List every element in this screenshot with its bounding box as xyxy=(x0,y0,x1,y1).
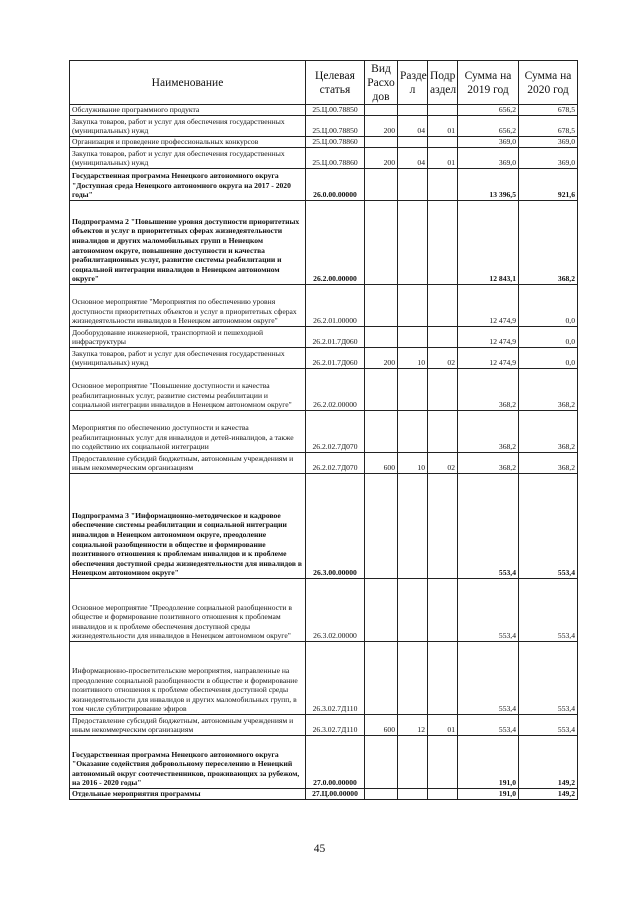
table-row xyxy=(70,348,578,369)
row-sum-2020: 368,2 xyxy=(519,369,578,411)
row-section: 10 xyxy=(398,348,428,369)
page-number: 45 xyxy=(313,843,326,855)
row-expense-type: 200 xyxy=(365,116,398,137)
row-subsection xyxy=(428,369,458,411)
row-sum-2019: 368,2 xyxy=(458,411,519,453)
row-sum-2020: 553,4 xyxy=(519,715,578,736)
row-expense-type xyxy=(365,327,398,348)
row-name: Обслуживание программного продукта xyxy=(70,105,306,116)
row-sum-2019: 191,0 xyxy=(458,736,519,789)
header-sum-2019: Сумма на 2019 год xyxy=(458,61,519,105)
table-row xyxy=(70,148,578,169)
row-expense-type xyxy=(365,474,398,579)
row-target-code: 26.2.02.7Д070 xyxy=(306,411,365,453)
header-subsection: Подр аздел xyxy=(428,61,458,105)
row-subsection: 01 xyxy=(428,148,458,169)
row-sum-2019: 369,0 xyxy=(458,137,519,148)
row-name: Предоставление субсидий бюджетным, автономным учреждениям и иным некоммерческим организациям xyxy=(70,453,306,474)
row-sum-2019: 553,4 xyxy=(458,642,519,715)
table-row xyxy=(70,715,578,736)
row-subsection xyxy=(428,642,458,715)
row-expense-type xyxy=(365,201,398,285)
row-name: Закупка товаров, работ и услуг для обеспечения государственных (муниципальных) нужд xyxy=(70,116,306,137)
row-target-code: 27.Ц.00.00000 xyxy=(306,789,365,800)
table-row xyxy=(70,579,578,642)
row-section xyxy=(398,285,428,327)
row-name: Предоставление субсидий бюджетным, автономным учреждениям и иным некоммерческим организациям xyxy=(70,715,306,736)
row-section xyxy=(398,411,428,453)
row-sum-2019: 368,2 xyxy=(458,453,519,474)
row-sum-2019: 656,2 xyxy=(458,105,519,116)
table-row xyxy=(70,369,578,411)
table-row xyxy=(70,411,578,453)
row-subsection xyxy=(428,789,458,800)
row-target-code: 26.0.00.00000 xyxy=(306,169,365,201)
row-subsection xyxy=(428,474,458,579)
row-target-code: 26.3.02.00000 xyxy=(306,579,365,642)
row-sum-2020: 368,2 xyxy=(519,453,578,474)
row-expense-type xyxy=(365,411,398,453)
row-name: Закупка товаров, работ и услуг для обеспечения государственных (муниципальных) нужд xyxy=(70,148,306,169)
row-section xyxy=(398,789,428,800)
row-target-code: 25.Ц.00.78850 xyxy=(306,105,365,116)
row-name: Подпрограмма 2 "Повышение уровня доступности приоритетных объектов и услуг в приоритетных сферах жизнедеятельности инвалидов и других маломобильных групп в Ненецком автономном округе, повышение доступности и качества реабилитационных услуг, развитие системы реабилитации и социальной интеграции инвалидов в Ненецком автономном округе" xyxy=(70,201,306,285)
row-subsection: 02 xyxy=(428,453,458,474)
row-expense-type xyxy=(365,789,398,800)
row-expense-type xyxy=(365,579,398,642)
table-header-row xyxy=(70,61,578,105)
budget-table xyxy=(69,60,578,800)
row-sum-2020: 149,2 xyxy=(519,736,578,789)
row-subsection xyxy=(428,579,458,642)
row-name: Информационно-просветительские мероприятия, направленные на преодоление социальной разобщенности в обществе и формирование позитивного отношения к проблеме обеспечения доступной среды жизнедеятельности для инвалидов и других маломобильных групп, в том числе субтитрирование эфиров xyxy=(70,642,306,715)
table-row xyxy=(70,169,578,201)
row-subsection xyxy=(428,137,458,148)
row-name: Закупка товаров, работ и услуг для обеспечения государственных (муниципальных) нужд xyxy=(70,348,306,369)
header-name: Наименование xyxy=(70,61,306,105)
row-sum-2019: 13 396,5 xyxy=(458,169,519,201)
row-expense-type: 600 xyxy=(365,453,398,474)
row-subsection xyxy=(428,736,458,789)
row-section xyxy=(398,474,428,579)
row-sum-2020: 678,5 xyxy=(519,105,578,116)
row-expense-type xyxy=(365,285,398,327)
row-name: Основное мероприятие "Повышение доступности и качества реабилитационных услуг, развитие системы реабилитации и социальной интеграции инвалидов в Ненецком автономном округе" xyxy=(70,369,306,411)
row-target-code: 25.Ц.00.78860 xyxy=(306,137,365,148)
row-target-code: 26.3.02.7Д110 xyxy=(306,715,365,736)
row-name: Основное мероприятие "Мероприятия по обеспечению уровня доступности приоритетных объектов и услуг в приоритетных сферах жизнедеятельности инвалидов в Ненецком автономном округе" xyxy=(70,285,306,327)
row-expense-type xyxy=(365,169,398,201)
header-sum-2020: Сумма на 2020 год xyxy=(519,61,578,105)
table-row xyxy=(70,789,578,800)
row-sum-2020: 553,4 xyxy=(519,642,578,715)
header-target: Целевая статья xyxy=(306,61,365,105)
row-expense-type xyxy=(365,642,398,715)
row-expense-type: 200 xyxy=(365,348,398,369)
row-subsection: 01 xyxy=(428,116,458,137)
row-sum-2020: 553,4 xyxy=(519,579,578,642)
row-target-code: 26.2.02.7Д070 xyxy=(306,453,365,474)
row-section xyxy=(398,369,428,411)
row-sum-2019: 553,4 xyxy=(458,474,519,579)
row-expense-type xyxy=(365,369,398,411)
row-expense-type xyxy=(365,137,398,148)
row-sum-2019: 553,4 xyxy=(458,715,519,736)
row-name: Государственная программа Ненецкого автономного округа "Доступная среда Ненецкого автономного округа на 2017 - 2020 годы" xyxy=(70,169,306,201)
table-row xyxy=(70,474,578,579)
row-name: Организация и проведение профессиональных конкурсов xyxy=(70,137,306,148)
row-name: Мероприятия по обеспечению доступности и качества реабилитационных услуг для инвалидов и детей-инвалидов, а также по содействию их социальной интеграции xyxy=(70,411,306,453)
row-sum-2019: 191,0 xyxy=(458,789,519,800)
row-sum-2020: 369,0 xyxy=(519,137,578,148)
row-section xyxy=(398,201,428,285)
row-target-code: 26.2.01.00000 xyxy=(306,285,365,327)
table-row xyxy=(70,116,578,137)
row-sum-2019: 12 474,9 xyxy=(458,285,519,327)
row-subsection: 01 xyxy=(428,715,458,736)
row-sum-2020: 553,4 xyxy=(519,474,578,579)
row-subsection: 02 xyxy=(428,348,458,369)
table-row xyxy=(70,105,578,116)
row-name: Отдельные мероприятия программы xyxy=(70,789,306,800)
row-sum-2019: 12 843,1 xyxy=(458,201,519,285)
row-name: Основное мероприятие "Преодоление социальной разобщенности в обществе и формирование позитивного отношения к проблемам инвалидов и к проблеме обеспечения доступной среды жизнедеятельности для инвалидов в Ненецком автономном округе" xyxy=(70,579,306,642)
table-row xyxy=(70,642,578,715)
row-sum-2020: 921,6 xyxy=(519,169,578,201)
row-target-code: 25.Ц.00.78850 xyxy=(306,116,365,137)
row-sum-2020: 0,0 xyxy=(519,327,578,348)
table-row xyxy=(70,453,578,474)
row-sum-2019: 12 474,9 xyxy=(458,348,519,369)
header-section: Разде л xyxy=(398,61,428,105)
row-target-code: 26.3.02.7Д110 xyxy=(306,642,365,715)
row-target-code: 26.3.00.00000 xyxy=(306,474,365,579)
row-expense-type: 200 xyxy=(365,148,398,169)
row-target-code: 26.2.02.00000 xyxy=(306,369,365,411)
row-sum-2020: 0,0 xyxy=(519,348,578,369)
row-target-code: 26.2.00.00000 xyxy=(306,201,365,285)
table-row xyxy=(70,736,578,789)
row-section xyxy=(398,736,428,789)
row-target-code: 26.2.01.7Д060 xyxy=(306,348,365,369)
table-body xyxy=(70,105,578,800)
row-section: 04 xyxy=(398,116,428,137)
table-row xyxy=(70,327,578,348)
row-sum-2019: 12 474,9 xyxy=(458,327,519,348)
row-sum-2019: 369,0 xyxy=(458,148,519,169)
row-section xyxy=(398,642,428,715)
row-name: Подпрограмма 3 "Информационно-методическое и кадровое обеспечение системы реабилитации и социальной интеграции инвалидов в Ненецком автономном округе, преодоление социальной разобщенности в обществе и формирование позитивного отношения к проблемам инвалидов и к проблеме обеспечения доступной среды жизнедеятельности для инвалидов в Ненецком автономном округе" xyxy=(70,474,306,579)
table-row xyxy=(70,201,578,285)
row-sum-2020: 678,5 xyxy=(519,116,578,137)
row-section xyxy=(398,137,428,148)
header-type: Вид Расхо дов xyxy=(365,61,398,105)
row-subsection xyxy=(428,105,458,116)
row-sum-2020: 368,2 xyxy=(519,411,578,453)
row-section xyxy=(398,105,428,116)
row-expense-type: 600 xyxy=(365,715,398,736)
row-name: Дооборудование инженерной, транспортной и пешеходной инфраструктуры xyxy=(70,327,306,348)
row-subsection xyxy=(428,169,458,201)
row-section xyxy=(398,169,428,201)
table-row xyxy=(70,137,578,148)
row-section: 10 xyxy=(398,453,428,474)
row-sum-2019: 656,2 xyxy=(458,116,519,137)
row-expense-type xyxy=(365,105,398,116)
table-row xyxy=(70,285,578,327)
row-sum-2019: 553,4 xyxy=(458,579,519,642)
row-sum-2020: 149,2 xyxy=(519,789,578,800)
row-section: 12 xyxy=(398,715,428,736)
row-target-code: 27.0.00.00000 xyxy=(306,736,365,789)
row-sum-2019: 368,2 xyxy=(458,369,519,411)
row-sum-2020: 369,0 xyxy=(519,148,578,169)
row-subsection xyxy=(428,285,458,327)
row-subsection xyxy=(428,411,458,453)
row-section xyxy=(398,327,428,348)
row-target-code: 26.2.01.7Д060 xyxy=(306,327,365,348)
row-sum-2020: 368,2 xyxy=(519,201,578,285)
row-subsection xyxy=(428,327,458,348)
row-name: Государственная программа Ненецкого автономного округа "Оказание содействия добровольному переселению в Ненецкий автономный округ соотечественников, проживающих за рубежом, на 2016 - 2020 годы" xyxy=(70,736,306,789)
row-sum-2020: 0,0 xyxy=(519,285,578,327)
row-subsection xyxy=(428,201,458,285)
row-expense-type xyxy=(365,736,398,789)
row-target-code: 25.Ц.00.78860 xyxy=(306,148,365,169)
row-section xyxy=(398,579,428,642)
row-section: 04 xyxy=(398,148,428,169)
